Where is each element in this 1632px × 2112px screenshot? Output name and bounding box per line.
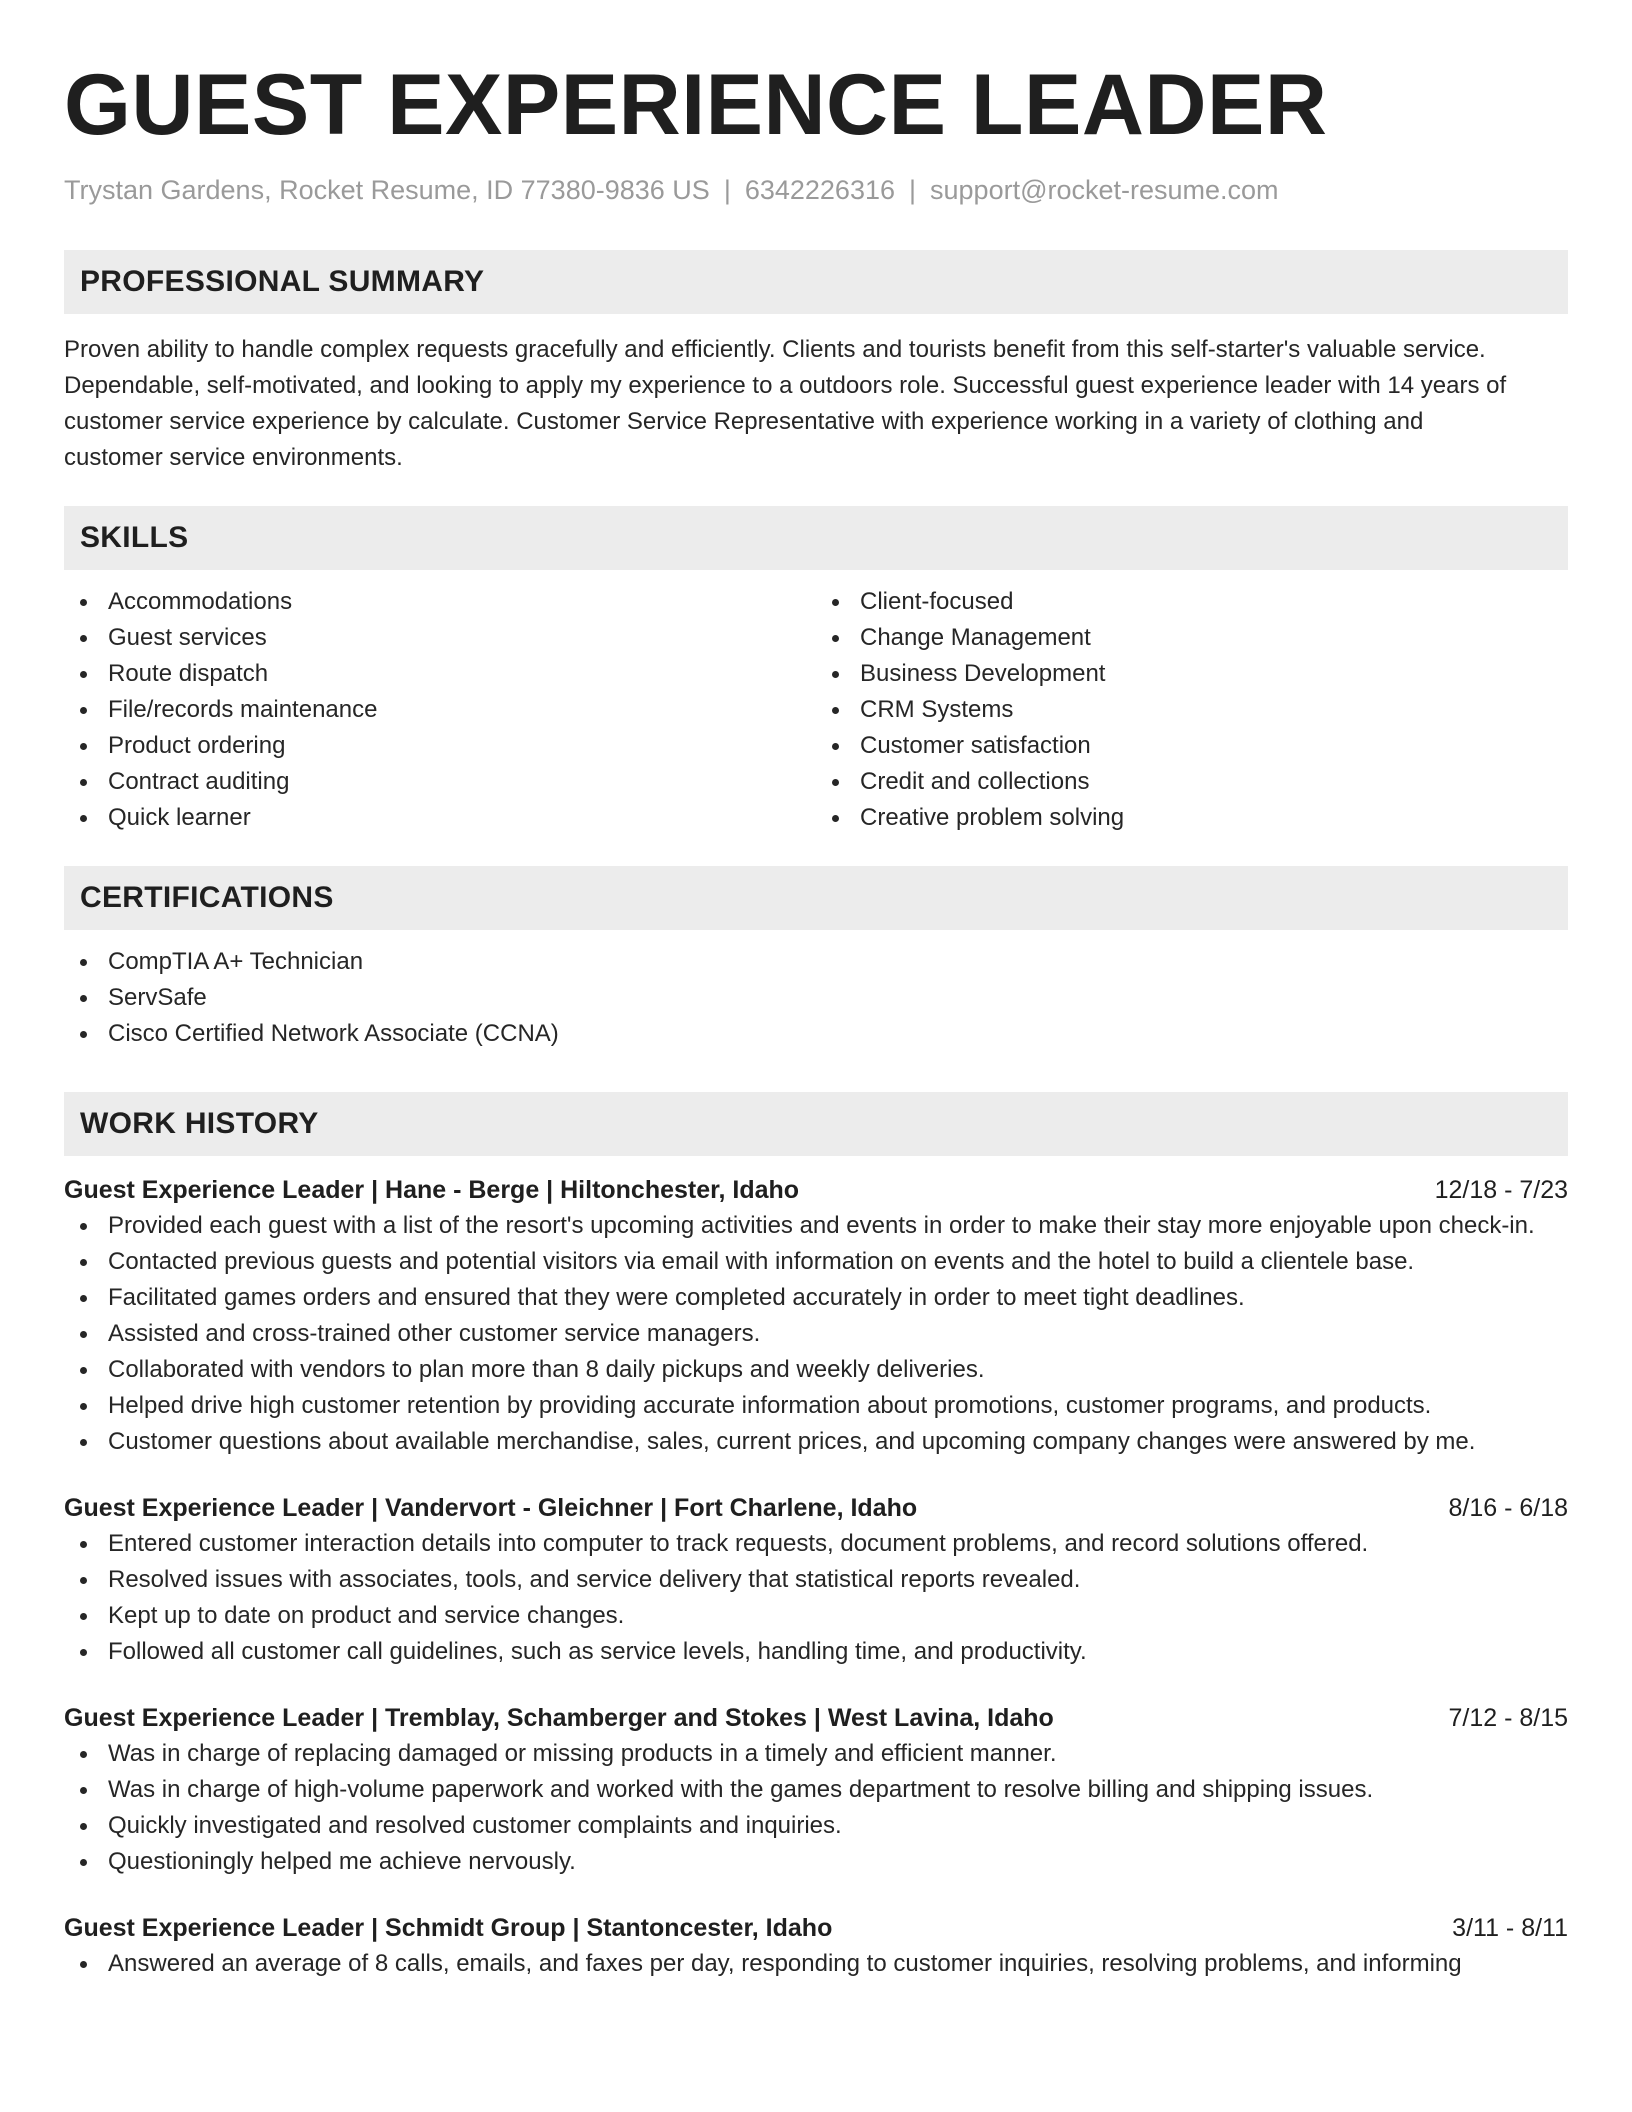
bullet-icon (80, 1367, 87, 1374)
bullet-icon (80, 779, 87, 786)
job-header (64, 1490, 1568, 1526)
job-bullet: Kept up to date on product and service changes. (64, 1598, 1568, 1634)
bullet-icon (80, 743, 87, 750)
job-bullet: Facilitated games orders and ensured that they were completed accurately in order to meet tight deadlines. (64, 1280, 1568, 1316)
bullet-icon (80, 1031, 87, 1038)
job-header (64, 1700, 1568, 1736)
bullet-icon (80, 995, 87, 1002)
job-bullet: Provided each guest with a list of the resort's upcoming activities and events in order to make their stay more enjoyable upon check-in. (64, 1208, 1568, 1244)
contact-separator: | (723, 175, 731, 205)
job-entry (64, 1700, 1568, 1880)
bullet-icon (80, 1649, 87, 1656)
bullet-icon (80, 1223, 87, 1230)
skill-item: Quick learner (64, 800, 816, 836)
bullet-icon (80, 1751, 87, 1758)
job-header (64, 1172, 1568, 1208)
professional-summary (64, 332, 1568, 476)
bullet-icon (80, 959, 87, 966)
skill-item: Client-focused (816, 584, 1568, 620)
job-dates: 12/18 - 7/23 (1434, 1176, 1568, 1205)
job-bullet: Collaborated with vendors to plan more than 8 daily pickups and weekly deliveries. (64, 1352, 1568, 1388)
contact-address: Trystan Gardens, Rocket Resume, ID 77380-9836 US (64, 175, 710, 205)
job-bullet: Was in charge of replacing damaged or missing products in a timely and efficient manner. (64, 1736, 1568, 1772)
job-title: Guest Experience Leader | Hane - Berge | Hiltonchester, Idaho (64, 1176, 800, 1205)
job-bullet: Followed all customer call guidelines, such as service levels, handling time, and productivity. (64, 1634, 1568, 1670)
skill-item: Credit and collections (816, 764, 1568, 800)
bullet-icon (80, 1439, 87, 1446)
summary-line: customer service environments. (64, 444, 403, 472)
job-bullets (64, 1526, 1568, 1670)
job-bullet: Was in charge of high-volume paperwork and worked with the games department to resolve billing and shipping issues. (64, 1772, 1568, 1808)
summary-line: customer service experience by calculate. Customer Service Representative with experience working in a variety of clothing and (64, 408, 1424, 436)
skills-list-right (816, 584, 1568, 836)
job-bullet: Helped drive high customer retention by providing accurate information about promotions, customer programs, and products. (64, 1388, 1568, 1424)
skill-item: Contract auditing (64, 764, 816, 800)
skills-list-left (64, 584, 816, 836)
bullet-icon (80, 1577, 87, 1584)
contact-separator: | (909, 175, 917, 205)
job-bullet: Questioningly helped me achieve nervously. (64, 1844, 1568, 1880)
certifications-list (64, 944, 1568, 1052)
section-title-work-history: WORK HISTORY (80, 1107, 319, 1141)
job-bullet: Contacted previous guests and potential visitors via email with information on events and the hotel to build a clientele base. (64, 1244, 1568, 1280)
bullet-icon (80, 1613, 87, 1620)
bullet-icon (80, 671, 87, 678)
bullet-icon (80, 815, 87, 822)
section-header-certifications (64, 866, 1568, 930)
bullet-icon (832, 599, 839, 606)
certification-item: Cisco Certified Network Associate (CCNA) (64, 1016, 1568, 1052)
bullet-icon (832, 635, 839, 642)
skill-item: Creative problem solving (816, 800, 1568, 836)
skill-item: Route dispatch (64, 656, 816, 692)
bullet-icon (80, 1961, 87, 1968)
job-bullet: Assisted and cross-trained other customer service managers. (64, 1316, 1568, 1352)
job-bullet: Entered customer interaction details into computer to track requests, document problems, and record solutions offered. (64, 1526, 1568, 1562)
job-title: Guest Experience Leader | Tremblay, Schamberger and Stokes | West Lavina, Idaho (64, 1704, 1054, 1733)
job-bullet: Answered an average of 8 calls, emails, and faxes per day, responding to customer inquiries, resolving problems, and informing (64, 1946, 1568, 1982)
skills-column-left (64, 584, 816, 836)
bullet-icon (80, 1331, 87, 1338)
job-title: Guest Experience Leader | Schmidt Group | Stantoncester, Idaho (64, 1914, 833, 1943)
job-dates: 7/12 - 8/15 (1448, 1704, 1568, 1733)
skill-item: Customer satisfaction (816, 728, 1568, 764)
job-bullets (64, 1736, 1568, 1880)
job-title: Guest Experience Leader | Vandervort - Gleichner | Fort Charlene, Idaho (64, 1494, 918, 1523)
skill-item: Product ordering (64, 728, 816, 764)
bullet-icon (80, 1823, 87, 1830)
skills-column-right (816, 584, 1568, 836)
job-bullet: Customer questions about available merchandise, sales, current prices, and upcoming company changes were answered by me. (64, 1424, 1568, 1460)
bullet-icon (832, 743, 839, 750)
section-title-summary: PROFESSIONAL SUMMARY (80, 265, 485, 299)
job-dates: 3/11 - 8/11 (1452, 1914, 1568, 1943)
bullet-icon (80, 1859, 87, 1866)
bullet-icon (80, 1259, 87, 1266)
job-dates: 8/16 - 6/18 (1448, 1494, 1568, 1523)
job-bullets (64, 1208, 1568, 1460)
bullet-icon (80, 1787, 87, 1794)
summary-line: Dependable, self-motivated, and looking to apply my experience to a outdoors role. Successful guest experience leader with 14 years of (64, 372, 1507, 400)
job-bullets (64, 1946, 1568, 1982)
skill-item: File/records maintenance (64, 692, 816, 728)
skill-item: CRM Systems (816, 692, 1568, 728)
summary-line: Proven ability to handle complex requests gracefully and efficiently. Clients and tourists benefit from this self-starter's valuable service. (64, 336, 1486, 364)
bullet-icon (832, 671, 839, 678)
section-header-work-history (64, 1092, 1568, 1156)
skills-grid (64, 584, 1568, 836)
bullet-icon (80, 1403, 87, 1410)
job-entry (64, 1910, 1568, 1982)
certification-item: ServSafe (64, 980, 1568, 1016)
skill-item: Guest services (64, 620, 816, 656)
contact-phone: 6342226316 (744, 175, 895, 205)
contact-line (64, 174, 1568, 206)
bullet-icon (80, 635, 87, 642)
contact-email: support@rocket-resume.com (930, 175, 1279, 205)
job-header (64, 1910, 1568, 1946)
skill-item: Accommodations (64, 584, 816, 620)
bullet-icon (80, 599, 87, 606)
bullet-icon (80, 1295, 87, 1302)
resume-title: GUEST EXPERIENCE LEADER (64, 57, 1328, 153)
section-header-skills (64, 506, 1568, 570)
skill-item: Business Development (816, 656, 1568, 692)
bullet-icon (832, 779, 839, 786)
section-header-summary (64, 250, 1568, 314)
bullet-icon (832, 815, 839, 822)
certification-item: CompTIA A+ Technician (64, 944, 1568, 980)
bullet-icon (832, 707, 839, 714)
section-title-certifications: CERTIFICATIONS (80, 881, 334, 915)
section-title-skills: SKILLS (80, 521, 189, 555)
job-entry (64, 1490, 1568, 1670)
skill-item: Change Management (816, 620, 1568, 656)
bullet-icon (80, 1541, 87, 1548)
job-bullet: Quickly investigated and resolved customer complaints and inquiries. (64, 1808, 1568, 1844)
job-bullet: Resolved issues with associates, tools, and service delivery that statistical reports revealed. (64, 1562, 1568, 1598)
bullet-icon (80, 707, 87, 714)
job-entry (64, 1172, 1568, 1460)
